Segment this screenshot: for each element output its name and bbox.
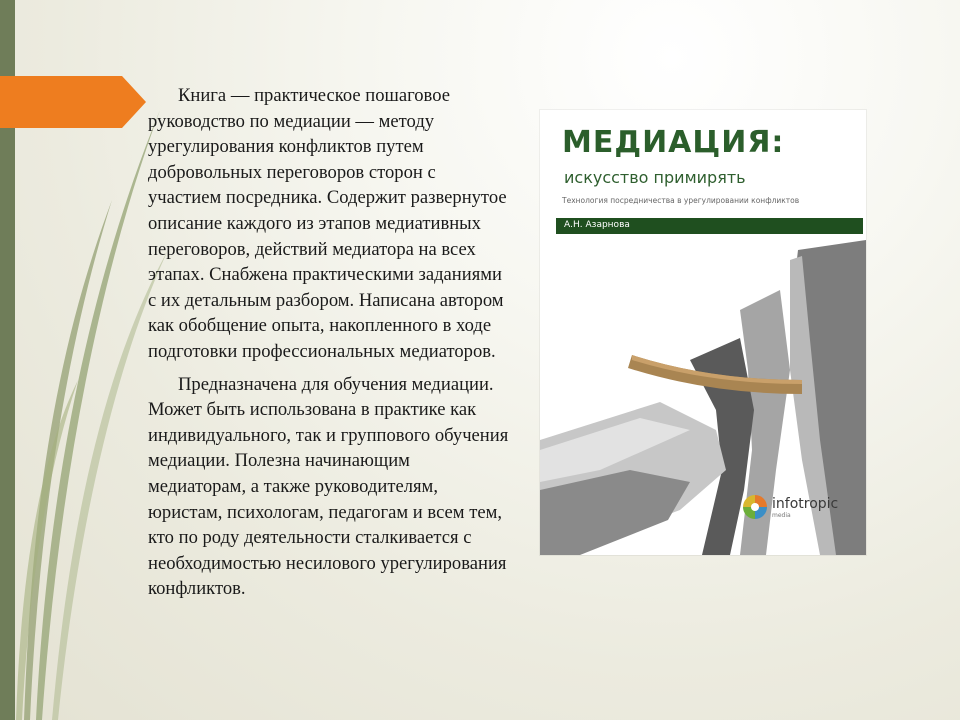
cover-subtitle: искусство примирять — [564, 168, 746, 187]
orange-arrow-tab — [0, 76, 146, 128]
cover-title: МЕДИАЦИЯ: — [562, 125, 785, 160]
publisher-emblem-icon — [742, 494, 768, 520]
publisher-subtitle: media — [772, 512, 791, 519]
publisher-logo — [742, 492, 862, 522]
paragraph-description: Книга — практическое пошаговое руководство по медиации — методу урегулирования конфликтов путем добровольных переговоров сторон с участием посредника. Содержит развернутое описание каждого из этапов медиативных переговоров, действий медиатора на всех этапах. Снабжена практическими заданиями с их детальным разбором. Написана автором как обобщение опыта, накопленного в ходе подготовки профессиональных медиаторов. — [148, 85, 507, 362]
book-cover-image — [540, 110, 866, 555]
slide-body-text — [148, 83, 510, 602]
cover-author-bar — [556, 218, 863, 234]
publisher-name: infotropic — [772, 496, 839, 512]
cover-tagline: Технология посредничества в урегулировании конфликтов — [562, 196, 800, 205]
cover-author: А.Н. Азарнова — [564, 220, 630, 230]
paragraph-purpose: Предназначена для обучения медиации. Может быть использована в практике как индивидуального, так и группового обучения медиации. Полезна начинающим медиаторам, а также руководителям, юристам, психологам, педагогам и всем тем, кто по роду деятельности сталкивается с необходимостью несилового урегулирования конфликтов. — [148, 373, 509, 600]
